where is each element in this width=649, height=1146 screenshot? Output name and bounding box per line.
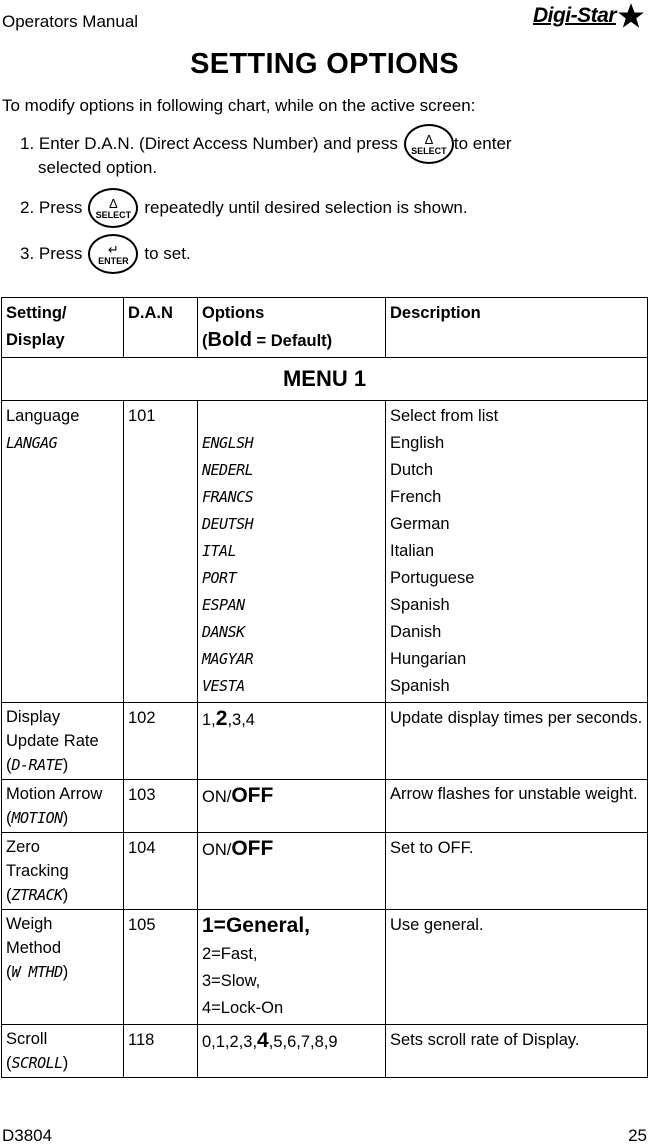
- step-2-text: 2. Press: [20, 198, 83, 217]
- setting-cell: Motion Arrow (MOTION): [2, 780, 124, 833]
- table-row: [2, 401, 648, 703]
- step-2-text-b: repeatedly until desired selection is shown.: [144, 198, 468, 217]
- description-cell: Arrow flashes for unstable weight.: [386, 780, 648, 833]
- table-row: [2, 1025, 648, 1078]
- dan-cell: 118: [124, 1025, 198, 1078]
- table-row: [2, 703, 648, 780]
- step-1-cont: selected option.: [38, 158, 158, 177]
- options-cell: ON/OFF: [198, 833, 386, 910]
- select-button-icon: Δ SELECT: [404, 124, 454, 164]
- options-cell: 0,1,2,3,4,5,6,7,8,9: [198, 1025, 386, 1078]
- table-row: [2, 910, 648, 1025]
- description-cell: Use general.: [386, 910, 648, 1025]
- star-icon: [617, 2, 645, 30]
- document-code: D3804: [2, 1126, 53, 1145]
- page-title: SETTING OPTIONS: [190, 48, 459, 80]
- display-code: MOTION: [11, 809, 63, 827]
- display-code: LANGAG: [6, 434, 58, 452]
- dan-cell: 101: [124, 401, 198, 703]
- options-cell: 1=General, 2=Fast, 3=Slow, 4=Lock-On: [198, 910, 386, 1025]
- step-2: [20, 188, 468, 228]
- step-3-text: 3. Press: [20, 244, 83, 263]
- description-cell: Sets scroll rate of Display.: [386, 1025, 648, 1078]
- header-setting: Setting/ Display: [2, 298, 124, 358]
- header-title: Operators Manual: [2, 12, 139, 31]
- dan-cell: 102: [124, 703, 198, 780]
- page-number: 25: [628, 1126, 647, 1145]
- description-cell: Set to OFF.: [386, 833, 648, 910]
- options-table: [1, 297, 648, 1078]
- display-code: W MTHD: [11, 963, 63, 981]
- intro-text: To modify options in following chart, while on the active screen:: [2, 96, 476, 115]
- header-options: Options (Bold = Default): [198, 298, 386, 358]
- dan-cell: 104: [124, 833, 198, 910]
- setting-cell: Display Update Rate (D-RATE): [2, 703, 124, 780]
- setting-cell: Zero Tracking (ZTRACK): [2, 833, 124, 910]
- menu-row: [2, 358, 648, 401]
- step-1-text: 1. Enter D.A.N. (Direct Access Number) and press: [20, 134, 398, 153]
- options-cell: ON/OFF: [198, 780, 386, 833]
- select-button-icon: Δ SELECT: [88, 188, 138, 228]
- description-cell: Select from list English Dutch French German Italian Portuguese Spanish Danish Hungarian Spanish: [386, 401, 648, 703]
- step-1-text-b: to enter: [453, 134, 512, 153]
- header-description: Description: [386, 298, 648, 358]
- setting-cell: Weigh Method (W MTHD): [2, 910, 124, 1025]
- description-cell: Update display times per seconds.: [386, 703, 648, 780]
- logo-text: Digi-Star: [532, 4, 616, 27]
- setting-cell: Language LANGAG: [2, 401, 124, 703]
- header-dan: D.A.N: [124, 298, 198, 358]
- dan-cell: 103: [124, 780, 198, 833]
- setting-cell: Scroll (SCROLL): [2, 1025, 124, 1078]
- dan-cell: 105: [124, 910, 198, 1025]
- step-3: [20, 234, 191, 274]
- options-cell: 1,2,3,4: [198, 703, 386, 780]
- menu-title: MENU 1: [2, 358, 648, 401]
- step-3-text-b: to set.: [144, 244, 191, 263]
- table-header-row: [2, 298, 648, 358]
- display-code: D-RATE: [11, 756, 63, 774]
- table-row: [2, 833, 648, 910]
- display-code: SCROLL: [11, 1054, 63, 1072]
- enter-button-icon: ↵ ENTER: [88, 234, 138, 274]
- brand-logo: [533, 2, 645, 30]
- options-cell: ENGLSH NEDERL FRANCS DEUTSH ITAL PORT ESPAN DANSK MAGYAR VESTA: [198, 401, 386, 703]
- table-row: [2, 780, 648, 833]
- display-code: ZTRACK: [11, 886, 63, 904]
